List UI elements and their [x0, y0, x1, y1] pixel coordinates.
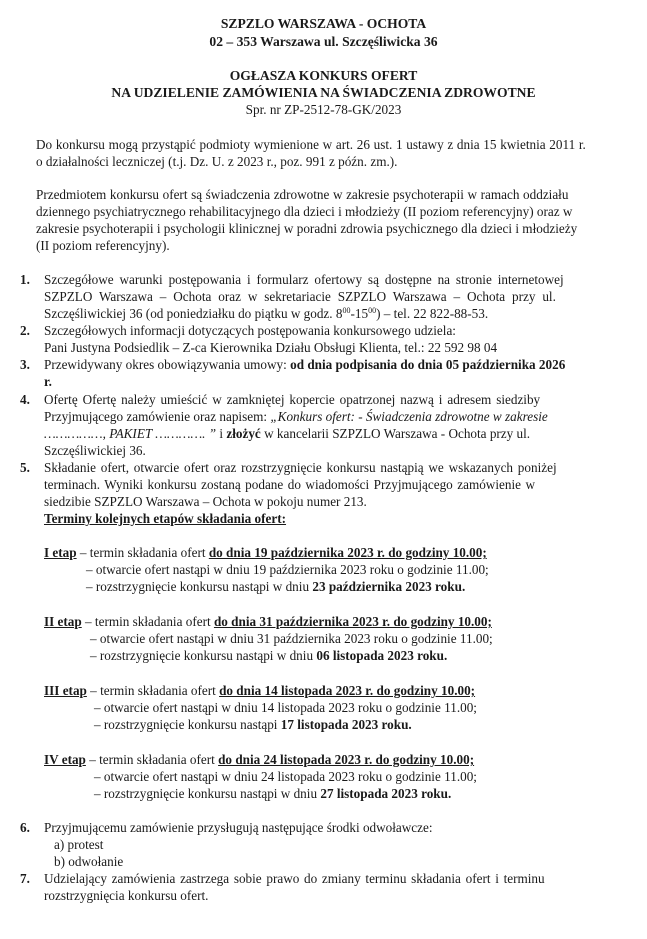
item-6-number: 6.: [20, 820, 30, 835]
intro-p2-line2: dziennego psychiatrycznego rehabilitacyjnego dla dzieci i młodzieży (II poziom referencyjny) oraz w: [36, 204, 573, 219]
item-3-line1: Przewidywany okres obowiązywania umowy: od dnia podpisania do dnia 05 października 2026: [44, 357, 566, 372]
intro-p1-line1: Do konkursu mogą przystąpić podmioty wymienione w art. 26 ust. 1 ustawy z dnia 15 kwietnia 2011 r.: [36, 137, 586, 152]
reference-number: Spr. nr ZP-2512-78-GK/2023: [245, 102, 402, 117]
stage-2-line1: II etap – termin składania ofert do dnia 31 października 2023 r. do godziny 10.00;: [44, 614, 492, 629]
stage-1-line1: I etap – termin składania ofert do dnia 19 października 2023 r. do godziny 10.00;: [44, 545, 487, 560]
intro-p1-line2: o działalności leczniczej (t.j. Dz. U. z 2023 r., poz. 991 z późn. zm.).: [36, 154, 398, 169]
announcement-title-2: NA UDZIELENIE ZAMÓWIENIA NA ŚWIADCZENIA ZDROWOTNE: [111, 85, 536, 100]
stage-2-label: II etap: [44, 614, 82, 629]
item-5-line2: terminach. Wyniki konkursu zostaną podane do wiadomości Przyjmującego zamówienie w: [44, 477, 535, 492]
item-5-number: 5.: [20, 460, 30, 475]
item-2-line2: Pani Justyna Podsiedlik – Z-ca Kierownika Działu Obsługi Klienta, tel.: 22 592 98 04: [44, 340, 498, 355]
item-7-line1: Udzielający zamówienia zastrzega sobie prawo do zmiany terminu składania ofert i terminu: [44, 871, 545, 886]
stage-2-line3: – rozstrzygnięcie konkursu nastąpi w dniu 06 listopada 2023 roku.: [90, 648, 448, 663]
item-6-option-a: a) protest: [54, 837, 104, 852]
stage-4-label: IV etap: [44, 752, 86, 767]
item-1-line2: SZPZLO Warszawa – Ochota oraz w sekretariacie SZPZLO Warszawa – Ochota przy ul.: [44, 289, 556, 304]
item-2-number: 2.: [20, 323, 30, 338]
item-4-number: 4.: [20, 392, 30, 407]
stage-1-line3: – rozstrzygnięcie konkursu nastąpi w dniu 23 października 2023 roku.: [86, 579, 466, 594]
item-3-number: 3.: [20, 357, 30, 372]
item-1-line3: Szczęśliwickiej 36 (od poniedziałku do piątku w godz. $8^{00}-15^{00}$) – tel. 22 822-88-53.: [44, 306, 489, 321]
item-1-number: 1.: [20, 272, 30, 287]
item-6-line1: Przyjmującemu zamówienie przysługują następujące środki odwoławcze:: [44, 820, 433, 835]
stage-2-line2: – otwarcie ofert nastąpi w dniu 31 października 2023 roku o godzinie 11.00;: [90, 631, 493, 646]
stage-3-line3: – rozstrzygnięcie konkursu nastąpi 17 listopada 2023 roku.: [94, 717, 412, 732]
item-5-line1: Składanie ofert, otwarcie ofert oraz rozstrzygnięcie konkursu nastąpią we wskazanych poniżej: [44, 460, 557, 475]
item-3-line2: r.: [44, 374, 52, 389]
stage-4-line2: – otwarcie ofert nastąpi w dniu 24 listopada 2023 roku o godzinie 11.00;: [94, 769, 477, 784]
org-address: 02 – 353 Warszawa ul. Szczęśliwicka 36: [209, 34, 438, 49]
item-2-line1: Szczegółowych informacji dotyczących postępowania konkursowego udziela:: [44, 323, 456, 338]
announcement-title-1: OGŁASZA KONKURS OFERT: [229, 68, 418, 83]
stage-1-label: I etap: [44, 545, 77, 560]
stage-4-line1: IV etap – termin składania ofert do dnia 24 listopada 2023 r. do godziny 10.00;: [44, 752, 475, 767]
stage-3-label: III etap: [44, 683, 87, 698]
item-6-option-b: b) odwołanie: [54, 854, 124, 869]
item-4-line4: Szczęśliwickiej 36.: [44, 443, 146, 458]
item-7-number: 7.: [20, 871, 30, 886]
stage-3-line2: – otwarcie ofert nastąpi w dniu 14 listopada 2023 roku o godzinie 11.00;: [94, 700, 477, 715]
stages-heading: Terminy kolejnych etapów składania ofert:: [44, 511, 287, 526]
stage-4-line3: – rozstrzygnięcie konkursu nastąpi w dniu 27 listopada 2023 roku.: [94, 786, 452, 801]
org-name: SZPZLO WARSZAWA - OCHOTA: [220, 16, 427, 31]
item-1-line1: Szczegółowe warunki postępowania i formularz ofertowy są dostępne na stronie internetowej: [44, 272, 564, 287]
item-4-line3: ……………, PAKIET …………. ” i złożyć w kancelarii SZPZLO Warszawa - Ochota przy ul.: [44, 426, 531, 441]
item-7-line2: rozstrzygnięcia konkursu ofert.: [44, 888, 209, 903]
intro-p2-line4: (II poziom referencyjny).: [36, 238, 170, 253]
item-5-line3: siedzibie SZPZLO Warszawa – Ochota w pokoju numer 213.: [44, 494, 367, 509]
stage-1-line2: – otwarcie ofert nastąpi w dniu 19 października 2023 roku o godzinie 11.00;: [86, 562, 489, 577]
item-4-line1: Ofertę Ofertę należy umieścić w zamkniętej kopercie opatrzonej nazwą i adresem siedziby: [44, 392, 541, 407]
intro-p2-line1: Przedmiotem konkursu ofert są świadczenia zdrowotne w zakresie psychoterapii w ramach oddziału: [36, 187, 569, 202]
item-4-line2: Przyjmującego zamówienie oraz napisem: „Konkurs ofert: - Świadczenia zdrowotne w zakresie: [44, 409, 548, 424]
stage-3-line1: III etap – termin składania ofert do dnia 14 listopada 2023 r. do godziny 10.00;: [44, 683, 476, 698]
intro-p2-line3: zakresie psychoterapii i psychologii klinicznej w poradni zdrowia psychicznego dla dzieci i młodzieży: [36, 221, 578, 236]
